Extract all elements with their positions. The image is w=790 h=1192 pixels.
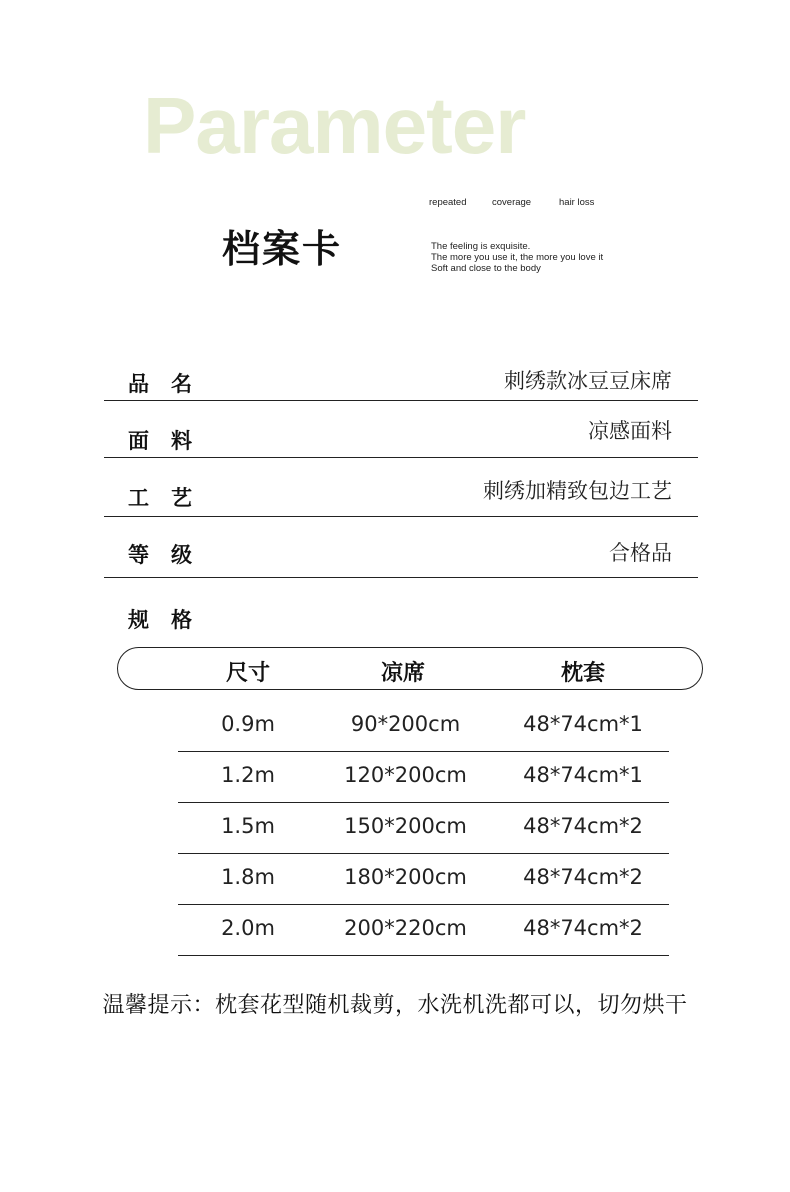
cell-size: 2.0m	[221, 916, 275, 940]
tag-hair-loss: hair loss	[559, 197, 595, 208]
cell-size: 1.8m	[221, 865, 275, 889]
tag-repeated: repeated	[429, 197, 467, 208]
spec-row-grade	[104, 517, 698, 578]
header-size: 尺寸	[225, 661, 270, 686]
spec-label: 品名	[128, 372, 214, 396]
cell-mat: 180*200cm	[344, 865, 467, 889]
spec-row-craft	[104, 458, 698, 517]
spec-label: 面料	[128, 429, 214, 453]
cell-mat: 200*220cm	[344, 916, 467, 940]
cell-mat: 120*200cm	[344, 763, 467, 787]
header-mat: 凉席	[380, 661, 425, 686]
blurb-line: The feeling is exquisite.	[431, 241, 531, 252]
spec-label: 工艺	[128, 486, 214, 510]
parameter-watermark: Parameter	[143, 81, 526, 170]
table-row	[178, 700, 669, 752]
size-table-header	[117, 647, 703, 690]
spec-row-name	[104, 360, 698, 401]
blurb	[431, 241, 603, 274]
cell-mat: 90*200cm	[350, 712, 461, 736]
blurb-line: Soft and close to the body	[431, 263, 541, 274]
spec-value: 刺绣加精致包边工艺	[483, 479, 672, 503]
table-row	[178, 904, 669, 956]
header-pillowcase: 枕套	[560, 661, 605, 686]
card-title: 档案卡	[222, 227, 343, 271]
spec-value: 合格品	[609, 541, 672, 565]
tag-coverage: coverage	[492, 197, 532, 208]
cell-pillowcase: 48*74cm*2	[523, 814, 643, 838]
spec-value: 刺绣款冰豆豆床席	[504, 369, 672, 393]
cell-pillowcase: 48*74cm*2	[523, 916, 643, 940]
cell-size: 1.2m	[221, 763, 275, 787]
care-notice: 温馨提示：枕套花型随机裁剪，水洗机洗都可以，切勿烘干	[102, 993, 688, 1018]
cell-pillowcase: 48*74cm*1	[523, 763, 643, 787]
spec-row-fabric	[104, 401, 698, 458]
table-row	[178, 853, 669, 905]
spec-value: 凉感面料	[588, 419, 672, 443]
cell-mat: 150*200cm	[344, 814, 467, 838]
spec-label: 等级	[128, 543, 214, 567]
table-row	[178, 751, 669, 803]
cell-pillowcase: 48*74cm*2	[523, 865, 643, 889]
size-section-label: 规格	[128, 608, 214, 632]
cell-pillowcase: 48*74cm*1	[523, 712, 643, 736]
table-row	[178, 802, 669, 854]
cell-size: 1.5m	[221, 814, 275, 838]
cell-size: 0.9m	[221, 712, 275, 736]
blurb-line: The more you use it, the more you love it	[431, 252, 604, 263]
